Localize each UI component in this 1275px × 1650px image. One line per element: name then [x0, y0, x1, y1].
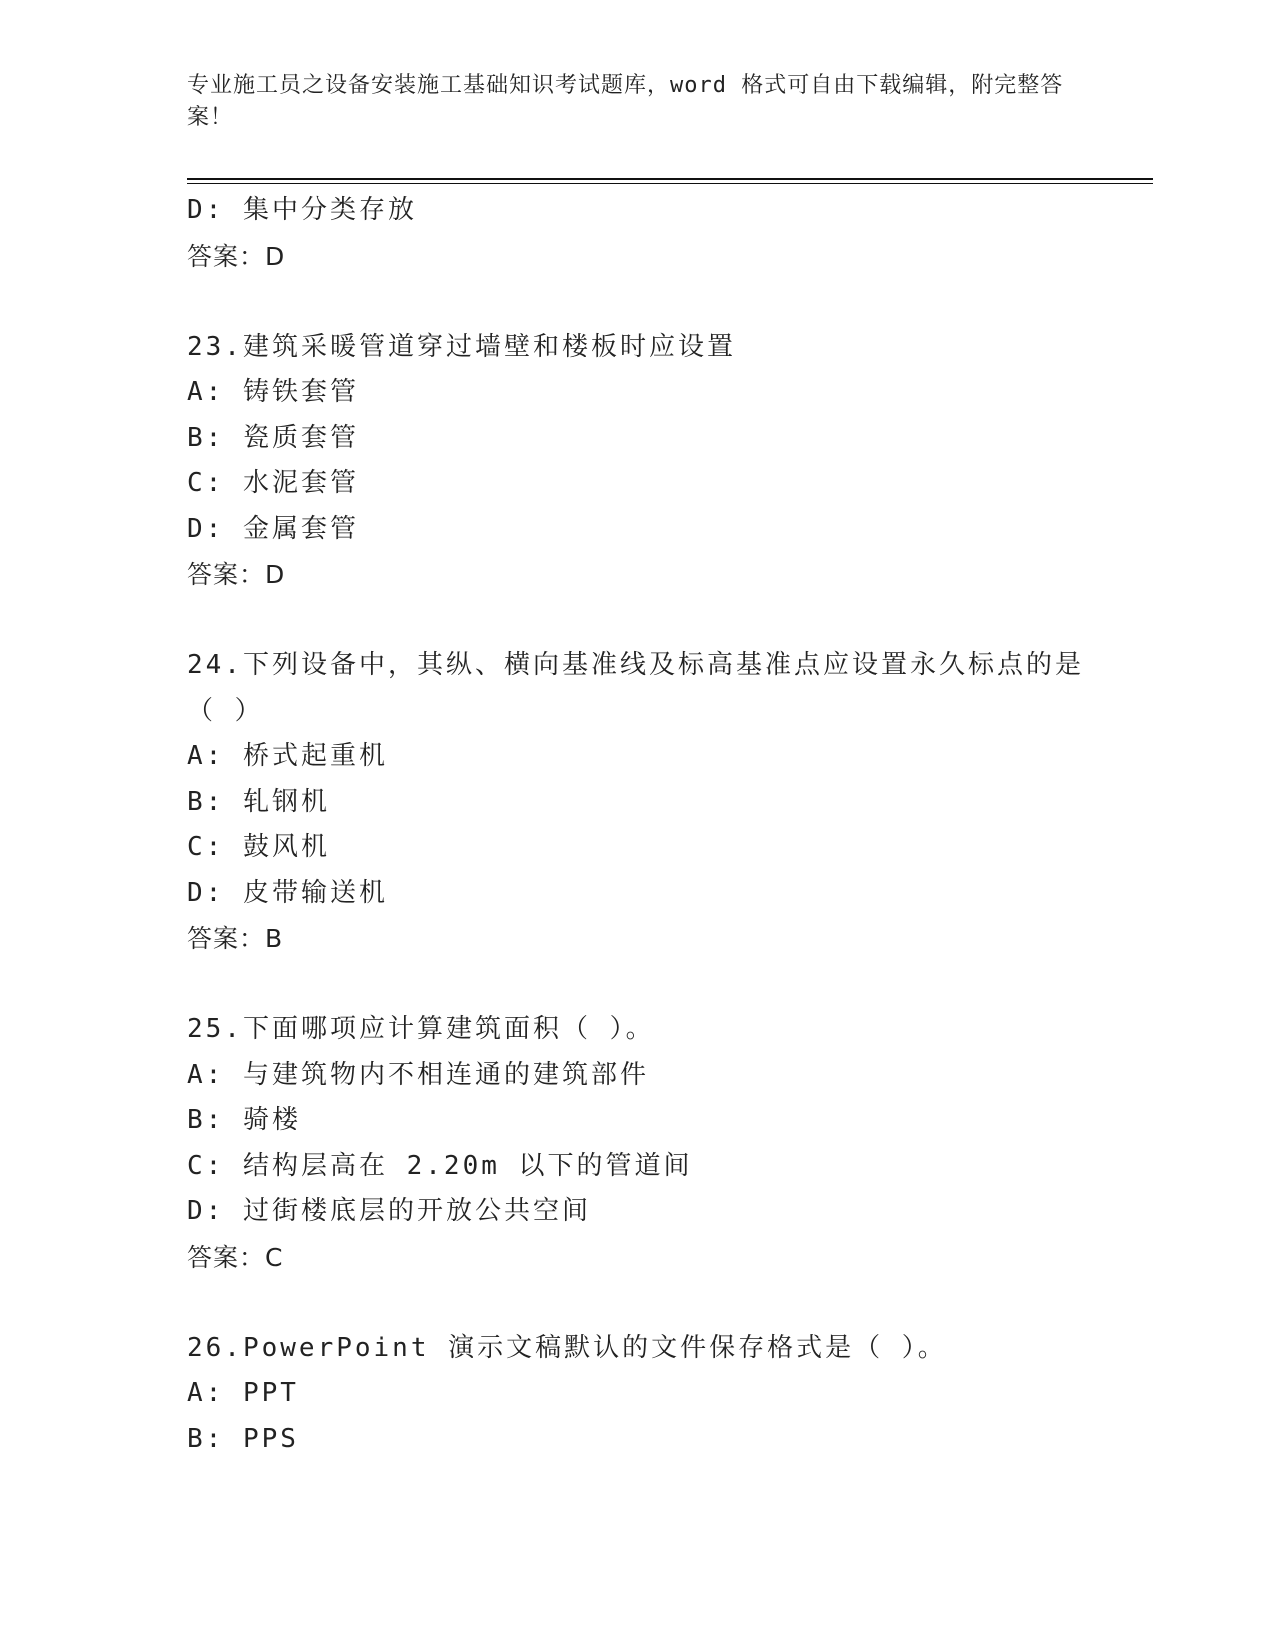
option-d: D: 皮带输送机 — [187, 877, 388, 908]
option-d: D: 集中分类存放 — [187, 195, 417, 225]
answer-line: 答案：D — [187, 241, 286, 271]
option-a: A: 与建筑物内不相连通的建筑部件 — [187, 1059, 649, 1090]
option-b: B: 轧钢机 — [187, 786, 330, 817]
question-stem-continued: （ ） — [187, 695, 264, 726]
option-b: B: PPS — [187, 1423, 299, 1454]
spacer — [187, 962, 1087, 1008]
option-d: D: 过街楼底层的开放公共空间 — [187, 1196, 591, 1226]
question-stem: 23.建筑采暖管道穿过墙壁和楼板时应设置 — [187, 331, 736, 362]
option-c: C: 水泥套管 — [187, 468, 359, 498]
question-stem: 25.下面哪项应计算建筑面积（ ）。 — [187, 1014, 655, 1044]
question-list — [187, 188, 1087, 1462]
option-c: C: 结构层高在 2.20m 以下的管道间 — [187, 1150, 693, 1181]
answer-line: 答案：B — [187, 924, 284, 953]
header-divider-thin — [187, 183, 1153, 184]
option-c: C: 鼓风机 — [187, 832, 330, 862]
question-stem: 26.PowerPoint 演示文稿默认的文件保存格式是（ ）。 — [187, 1332, 947, 1363]
spacer — [187, 598, 1087, 644]
spacer — [187, 279, 1087, 325]
answer-line: 答案：D — [187, 560, 286, 589]
question-stem: 24.下列设备中，其纵、横向基准线及标高基准点应设置永久标点的是 — [187, 650, 1084, 680]
option-b: B: 瓷质套管 — [187, 422, 359, 453]
header-divider-thick — [187, 178, 1153, 180]
spacer — [187, 1280, 1087, 1326]
option-a: A: 桥式起重机 — [187, 741, 388, 771]
answer-line: 答案：C — [187, 1242, 284, 1272]
option-a: A: PPT — [187, 1378, 299, 1408]
header-title: 专业施工员之设备安装施工基础知识考试题库，word 格式可自由下载编辑，附完整答案！ — [187, 73, 1064, 130]
document-header — [187, 70, 1067, 134]
option-a: A: 铸铁套管 — [187, 377, 359, 407]
option-b: B: 骑楼 — [187, 1105, 301, 1135]
option-d: D: 金属套管 — [187, 513, 359, 544]
